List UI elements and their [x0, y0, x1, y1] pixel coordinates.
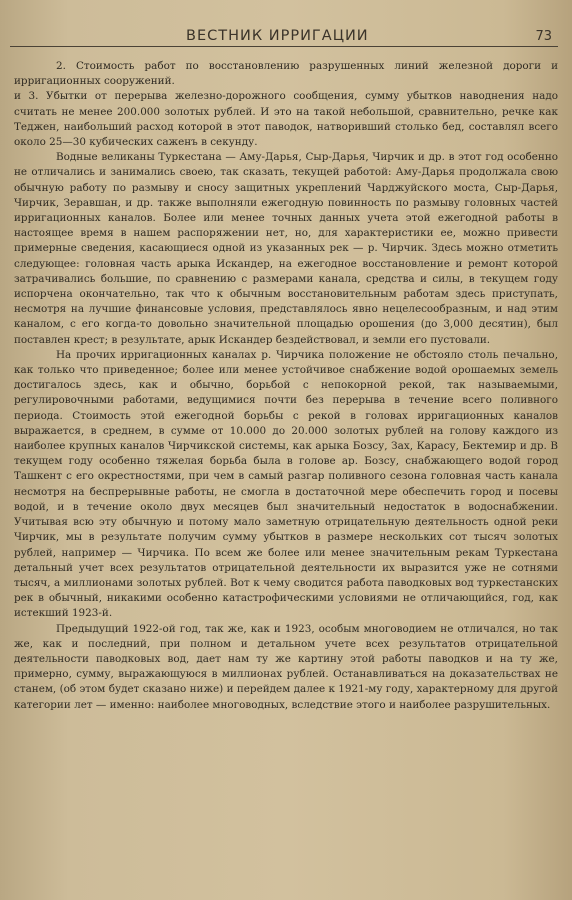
paragraph: На прочих ирригационных каналах р. Чирчика положение не обстояло столь печально, как только что приведенное; более или менее устойчивое снабжение водой орошаемых земель достигалось здесь, как и обычно, борьбой с непокорной рекой, так называемыми, регулировочными работами, ведущимися почти без перерыва в течение всего поливного периода. Стоимость этой ежегодной борьбы с рекой в головах ирригационных каналов выражается, в среднем, в сумме от 10.000 до 20.000 золотых рублей на голову каждого из наиболее крупных каналов Чирчикской системы, как арыка Бозсу, Зах, Карасу, Бектемир и др. В текущем году особенно тяжелая борьба была в голове ар. Бозсу, снабжающего водой город Ташкент с его окрестностями, при чем в самый разгар поливного сезона головная часть канала несмотря на беспрерывные работы, не смогла в достаточной мере обеспечить город и посевы водой, и в течение около двух месяцев был значительный недостаток в водоснабжении. Учитывая всю эту обычную и потому мало заметную отрицательную деятельность одной реки Чирчик, мы в результате получим сумму убытков в размере нескольких сот тысяч золотых рублей, например — Чирчика. По всем же более или менее значительным рекам Туркестана детальный учет всех результатов отрицательной деятельности их выразится уже не сотнями тысяч, а миллионами золотых рублей. Вот к чему сводится работа паводковых вод туркестанских рек в обычный, никакими особенно катастрофическими условиями не отличающийся, год, как истекший 1923-й. [14, 348, 558, 620]
journal-title: ВЕСТНИК ИРРИГАЦИИ [186, 28, 369, 44]
article-body [10, 59, 558, 713]
running-header [10, 28, 558, 47]
paragraph: Водные великаны Туркестана — Аму-Дарья, Сыр-Дарья, Чирчик и др. в этот год особенно не отличались и занимались своею, так сказать, текущей работой: Аму-Дарья продолжала свою обычную работу по размыву и сносу защитных укреплений Чарджуйского моста, Сыр-Дарья, Чирчик, Зеравшан, и др. также выполняли ежегодную повинность по размыву головных частей ирригационных каналов. Более или менее точных данных учета этой ежегодной работы в настоящее время в нашем распоряжении нет, но, для характеристики ее, можно привести примерные сведения, касающиеся одной из указанных рек — р. Чирчик. Здесь можно отметить следующее: головная часть арыка Искандер, на ежегодное восстановление и ремонт которой затрачивались большие, по сравнению с размерами канала, средства и силы, в текущем году испорчена окончательно, так что к обычным восстановительным работам здесь приступать, несмотря на лучшие финансовые условия, представлялось явно нецелесообразным, и над этим каналом, с его когда-то довольно значительной площадью орошения (до 3,000 десятин), был поставлен крест; в результате, арык Искандер бездействовал, и земли его пустовали. [14, 151, 558, 346]
paragraph: Предыдущий 1922-ой год, так же, как и 1923, особым многоводием не отличался, но так же, как и последний, при полном и детальном учете всех результатов отрицательной деятельности паводковых вод, дает нам ту же картину этой работы паводков и на ту же, примерно, сумму, выражающуюся в миллионах рублей. Останавливаться на доказательствах не станем, (об этом будет сказано ниже) и перейдем далее к 1921-му году, характерному для другой категории лет — именно: наиболее многоводных, вследствие этого и наиболее разрушительных. [14, 622, 558, 711]
paragraph: и 3. Убытки от перерыва железно-дорожного сообщения, сумму убытков наводнения надо считать не менее 200.000 золотых рублей. И это на такой небольшой, сравнительно, речке как Теджен, наибольший расход которой в этот паводок, натворивший столько бед, составлял всего около 25—30 кубических саженъ в секунду. [14, 90, 558, 149]
page-number: 73 [535, 29, 552, 44]
paragraph: 2. Стоимость работ по восстановлению разрушенных линий железной дороги и ирригационных сооружений. [14, 60, 558, 88]
